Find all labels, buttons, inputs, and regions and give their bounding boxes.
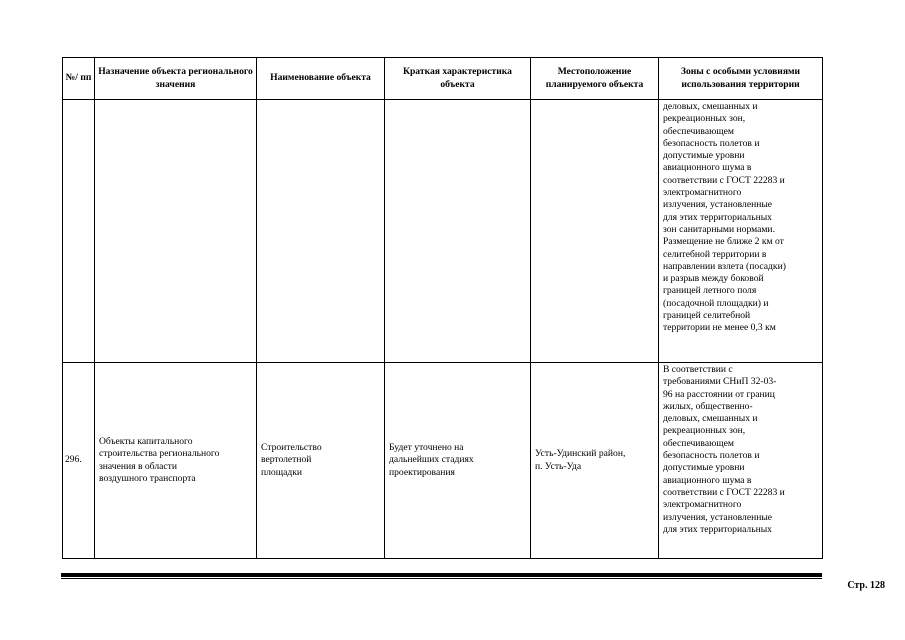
zone-text-line: (посадочной площадки) и: [663, 297, 769, 309]
footer-rule-thin: [61, 578, 822, 579]
zone-text-line: обеспечивающем: [663, 437, 734, 449]
zone-text-line: деловых, смешанных и: [663, 101, 758, 112]
cell-empty-characteristic: [385, 100, 531, 363]
zone-text-line: границей селитебной: [663, 310, 751, 322]
purpose-line: Объекты капитального: [99, 435, 193, 447]
zone-text-line: для этих территориальных: [663, 523, 772, 535]
zone-text-line: В соответствии с: [663, 364, 733, 375]
header-name: Наименование объекта: [257, 58, 385, 100]
zone-text-line: и разрыв между боковой: [663, 273, 764, 285]
cell-empty-name: [257, 100, 385, 363]
zone-text-line: соответствии с ГОСТ 22283 и: [663, 486, 785, 498]
cell-row-number: 296.: [63, 363, 95, 559]
purpose-line: значения в области: [99, 460, 177, 472]
table-row-continuation: [63, 100, 823, 363]
cell-zones-continuation: [659, 100, 823, 363]
zone-text-line: рекреационных зон,: [663, 425, 746, 437]
zone-text-line: Размещение не ближе 2 км от: [663, 236, 784, 248]
cell-characteristic: [385, 363, 531, 559]
header-location: Местоположение планируемого объекта: [531, 58, 659, 100]
cell-location: [531, 363, 659, 559]
zone-text-line: авиационного шума в: [663, 162, 752, 174]
zone-text-line: безопасность полетов и: [663, 137, 760, 149]
zone-text-line: допустимые уровни: [663, 150, 745, 162]
header-number: №/ пп: [63, 58, 95, 100]
page-number: Стр. 128: [847, 580, 885, 591]
zone-text-line: безопасность полетов и: [663, 450, 760, 462]
zone-text-line: обеспечивающем: [663, 125, 734, 137]
name-line: Строительство: [261, 442, 322, 454]
characteristic-line: дальнейших стадиях: [389, 454, 474, 466]
characteristic-line: Будет уточнено на: [389, 442, 464, 454]
purpose-line: строительства регионального: [99, 448, 220, 460]
table-header-row: [63, 58, 823, 100]
zone-text-line: территории не менее 0,3 км: [663, 322, 776, 334]
zone-text-line: электромагнитного: [663, 187, 742, 199]
zone-text-line: жилых, общественно-: [663, 400, 753, 412]
zone-text-line: рекреационных зон,: [663, 113, 746, 125]
zone-text-line: соответствии с ГОСТ 22283 и: [663, 174, 785, 186]
zone-text-line: излучения, установленные: [663, 199, 773, 211]
regional-objects-table: [62, 57, 823, 559]
cell-empty-location: [531, 100, 659, 363]
zone-text-line: зон санитарными нормами.: [663, 223, 775, 235]
footer-rule-thick: [61, 573, 822, 577]
header-zones: Зоны с особыми условиями использования территории: [659, 58, 823, 100]
cell-name: [257, 363, 385, 559]
name-line: площадки: [261, 466, 303, 478]
zone-text-line: границей летного поля: [663, 285, 757, 297]
cell-purpose: [95, 363, 257, 559]
zone-text-line: авиационного шума в: [663, 474, 752, 486]
zone-text-line: излучения, установленные: [663, 511, 773, 523]
zone-text-line: 96 на расстоянии от границ: [663, 388, 775, 400]
zone-text-line: электромагнитного: [663, 499, 742, 511]
header-characteristic: Краткая характеристика объекта: [385, 58, 531, 100]
characteristic-line: проектирования: [389, 466, 455, 478]
cell-empty-purpose: [95, 100, 257, 363]
table-row: [63, 363, 823, 559]
location-line: п. Усть-Уда: [535, 460, 582, 472]
cell-empty-number: [63, 100, 95, 363]
zone-text-line: деловых, смешанных и: [663, 413, 758, 425]
cell-zones: [659, 363, 823, 559]
location-line: Усть-Удинский район,: [535, 448, 626, 460]
zone-text-line: допустимые уровни: [663, 462, 745, 474]
header-purpose: Назначение объекта регионального значения: [95, 58, 257, 100]
zone-text-line: направлении взлета (посадки): [663, 260, 786, 272]
purpose-line: воздушного транспорта: [99, 472, 196, 484]
zone-text-line: для этих территориальных: [663, 211, 772, 223]
zone-text-line: селитебной территории в: [663, 248, 767, 260]
zone-text-line: требованиями СНиП 32-03-: [663, 376, 777, 388]
name-line: вертолетной: [261, 454, 312, 466]
